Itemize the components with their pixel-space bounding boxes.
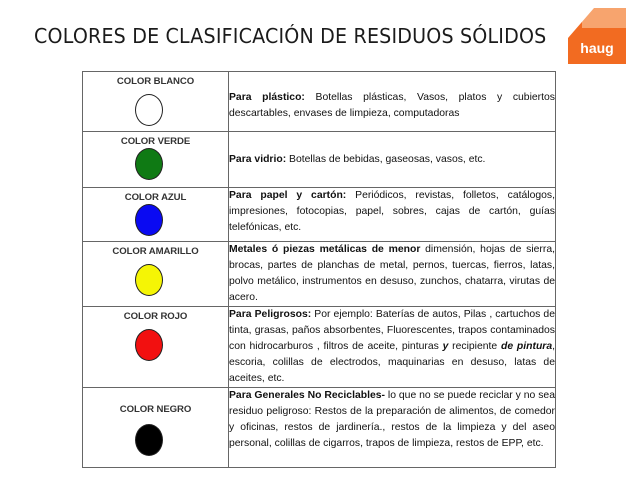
color-cell (83, 242, 229, 307)
green-circle (135, 148, 163, 180)
description-cell (229, 388, 556, 468)
description-lead: Para vidrio: (229, 154, 287, 165)
color-label: COLOR AZUL (124, 192, 187, 203)
description-lead: Metales ó piezas metálicas de menor (229, 244, 421, 255)
company-logo (568, 8, 626, 64)
description-cell (229, 72, 556, 132)
logo-text: haug (580, 40, 614, 56)
description-text: lo que no se puede reciclar y no sea residuo peligroso: Restos de la preparación de alimentos, de comedor y oficinas, restos de jardinería., restos de la limpieza y del aseo personal, colillas de cigarros, trapos de limpieza, restos de EPP, etc. (229, 390, 555, 449)
description-text: dimensión, hojas de sierra, brocas, partes de planchas de metal, pernos, tuercas, fierros, latas, polvo metálico, instrumentos en desuso, zunchos, chatarra, virutas de acero. (229, 244, 555, 303)
description-cell (229, 307, 556, 388)
description-text: Por ejemplo: Baterías de autos, Pilas , cartuchos de tinta, grasas, paños absorbentes, Fluorescentes, trapos contaminados con hidrocarburos , filtros de aceite, pinturas (229, 309, 555, 352)
table-row (83, 388, 556, 468)
table-row (83, 132, 556, 188)
black-circle (135, 424, 163, 456)
description-cell (229, 132, 556, 188)
description-lead: Para plástico: (229, 92, 305, 103)
description-cell (229, 188, 556, 242)
color-cell (83, 72, 229, 132)
description-emphasis: de pintura (501, 341, 553, 352)
color-cell (83, 188, 229, 242)
description-lead: Para Peligrosos: (229, 309, 312, 320)
page-title: COLORES DE CLASIFICACIÓN DE RESIDUOS SÓLIDOS (34, 24, 547, 48)
classification-table (82, 71, 556, 468)
color-label: COLOR AMARILLO (112, 246, 199, 257)
color-label: COLOR BLANCO (116, 76, 195, 87)
color-cell (83, 388, 229, 468)
description-lead: Para Generales No Reciclables- (229, 390, 385, 401)
description-text: Botellas plásticas, Vasos, platos y cubiertos descartables, envases de limpieza, computadoras (229, 92, 555, 119)
description-text: Botellas de bebidas, gaseosas, vasos, etc. (286, 154, 486, 165)
color-cell (83, 132, 229, 188)
description-lead: Para papel y cartón: (229, 190, 347, 201)
logo-notch (568, 8, 594, 38)
table-row (83, 242, 556, 307)
description-cell (229, 242, 556, 307)
table-row (83, 307, 556, 388)
color-label: COLOR NEGRO (119, 404, 192, 415)
table-row (83, 188, 556, 242)
yellow-circle (135, 264, 163, 296)
table-row (83, 72, 556, 132)
red-circle (135, 329, 163, 361)
description-text: recipiente (448, 341, 501, 352)
description-text: , escoria, colillas de electrodos, maquinarias en desuso, latas de aceites, etc. (229, 341, 556, 384)
description-emphasis: y (442, 341, 449, 352)
description-text: Periódicos, revistas, folletos, catálogos, impresiones, fotocopias, papel, sobres, cajas de cartón, guías telefónicas, etc. (229, 190, 555, 233)
blue-circle (135, 204, 163, 236)
white-circle (135, 94, 163, 126)
color-label: COLOR VERDE (120, 136, 191, 147)
color-cell (83, 307, 229, 388)
color-label: COLOR ROJO (123, 311, 188, 322)
